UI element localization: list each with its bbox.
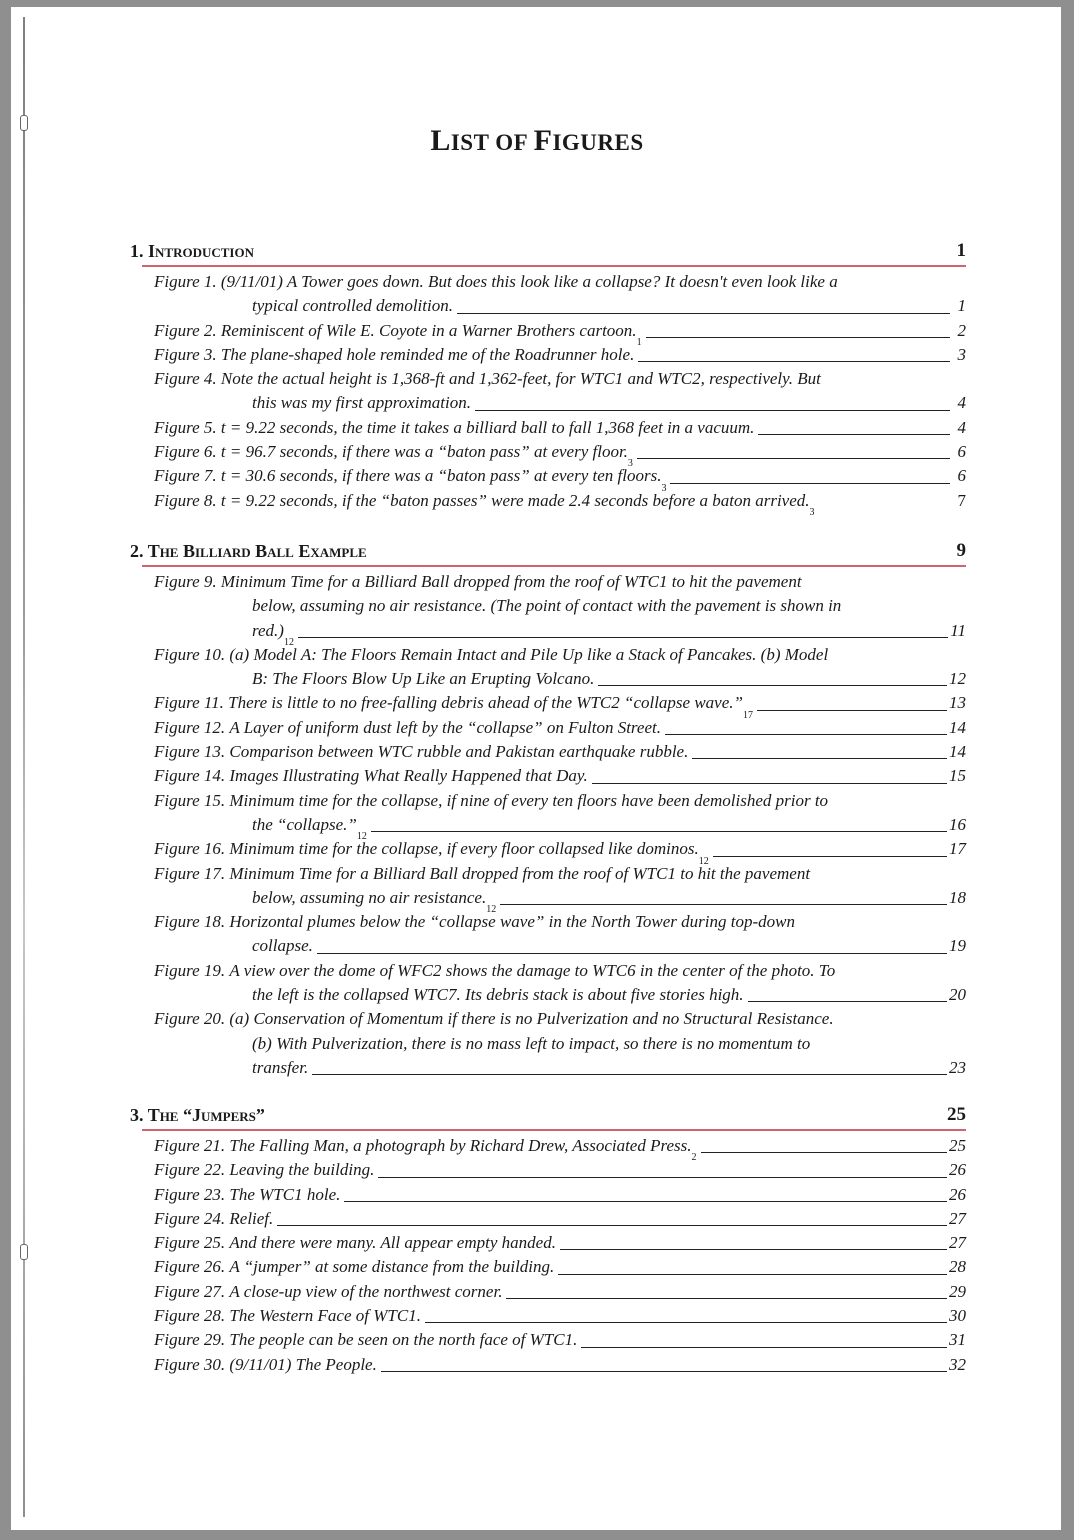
figure-entry[interactable] <box>130 959 966 1008</box>
leader-line <box>344 1201 947 1202</box>
figure-caption-text: A “jumper” at some distance from the building. <box>229 1257 555 1277</box>
title-initial-f: F <box>533 124 553 157</box>
figure-caption-text: (a) Conservation of Momentum if there is no Pulverization and no Structural Resistance. <box>229 1009 834 1029</box>
leader-line <box>475 410 950 411</box>
figure-page-number: 32 <box>949 1354 966 1374</box>
figure-page-number: 30 <box>949 1306 966 1326</box>
figure-label: Figure 30. <box>154 1354 226 1374</box>
leader-line <box>638 361 950 362</box>
entry-line <box>154 643 966 667</box>
figure-entry[interactable] <box>130 270 966 319</box>
figure-entry[interactable] <box>130 862 966 916</box>
figure-caption-text: The WTC1 hole. <box>229 1184 341 1204</box>
figure-label: Figure 1. <box>154 272 217 291</box>
section-jumpers <box>130 1102 966 1377</box>
leader-line <box>371 831 947 832</box>
figure-entry[interactable] <box>130 367 966 416</box>
title-part: IST OF <box>450 130 534 155</box>
entry-line: Figure 16. Minimum time for the collapse, if every floor collapsed like dominos. 12 17 <box>154 839 966 867</box>
figure-page-number: 19 <box>949 936 966 956</box>
figure-caption-text: red.) <box>252 620 284 640</box>
figure-entry[interactable] <box>130 1353 966 1377</box>
section-number: 2. <box>130 541 144 561</box>
figure-entry[interactable] <box>130 837 966 867</box>
leader-line <box>598 685 947 686</box>
figure-caption-text: Minimum Time for a Billiard Ball dropped from the roof of WTC1 to hit the pavement <box>229 863 811 883</box>
leader-line <box>500 904 947 905</box>
figure-page-number: 29 <box>949 1281 966 1301</box>
section-introduction <box>130 238 966 518</box>
entry-line <box>154 270 966 294</box>
figure-page-number: 28 <box>949 1257 966 1277</box>
section-title <box>130 241 254 262</box>
leader-line <box>701 1152 947 1153</box>
entry-line <box>154 367 966 391</box>
figure-entry[interactable] <box>130 740 966 764</box>
figure-entry[interactable] <box>130 343 966 367</box>
entry-line <box>154 789 966 813</box>
figure-entry[interactable] <box>130 464 966 494</box>
figure-caption-text: The plane-shaped hole reminded me of the Roadrunner hole. <box>220 344 635 364</box>
leader-line <box>558 1274 947 1275</box>
figure-caption-text: A view over the dome of WFC2 shows the damage to WTC6 in the center of the photo. To <box>229 960 836 980</box>
figure-page-number: 3 <box>957 344 966 364</box>
figure-caption-text: t = 9.22 seconds, if the “baton passes” were made 2.4 seconds before a baton arrived. <box>220 490 810 510</box>
figure-page-number: 14 <box>949 742 966 762</box>
entry-line <box>154 1158 966 1182</box>
figure-entry[interactable] <box>130 691 966 721</box>
entry-line <box>154 959 966 983</box>
figure-label: Figure 22. <box>154 1160 226 1180</box>
figure-caption-text: Horizontal plumes below the “collapse wave” in the North Tower during top-down <box>229 912 795 932</box>
figure-entry[interactable] <box>130 570 966 648</box>
entry-line <box>154 1304 966 1328</box>
binding-edge <box>23 17 25 1517</box>
entry-line <box>154 667 966 691</box>
figure-label: Figure 12. <box>154 717 226 737</box>
figure-entry[interactable] <box>130 1328 966 1352</box>
figure-label: Figure 11. <box>154 693 224 713</box>
title-initial-l: L <box>430 124 451 157</box>
leader-line <box>748 1001 947 1002</box>
figure-entry[interactable] <box>130 1158 966 1182</box>
section-title-text: Introduction <box>148 241 254 261</box>
leader-line <box>713 856 947 857</box>
figure-label: Figure 7. <box>154 466 217 486</box>
figure-entry[interactable] <box>130 764 966 788</box>
entry-line <box>154 764 966 788</box>
leader-line <box>560 1249 947 1250</box>
figure-caption-text: t = 9.22 seconds, the time it takes a billiard ball to fall 1,368 feet in a vacuum. <box>220 417 755 437</box>
figure-caption-text: B: The Floors Blow Up Like an Erupting Volcano. <box>252 669 595 689</box>
figure-caption-text: t = 96.7 seconds, if there was a “baton pass” at every floor. <box>220 442 628 462</box>
entry-line <box>154 934 966 958</box>
figure-label: Figure 17. <box>154 863 226 883</box>
section-billiard-ball-example <box>130 538 966 1080</box>
entry-line <box>154 740 966 764</box>
figure-page-number: 12 <box>949 669 966 689</box>
figure-caption-text: Comparison between WTC rubble and Pakistan earthquake rubble. <box>229 742 689 762</box>
figure-entry[interactable] <box>130 643 966 692</box>
figure-label: Figure 19. <box>154 960 226 980</box>
entry-line <box>154 1056 966 1080</box>
figure-page-number: 13 <box>949 693 966 713</box>
binding-mark <box>20 1244 28 1260</box>
figure-caption-text: Leaving the building. <box>229 1160 375 1180</box>
figure-caption-text: The Western Face of WTC1. <box>229 1306 421 1326</box>
figure-caption-text: the “collapse.” <box>252 814 357 834</box>
figure-label: Figure 13. <box>154 742 226 762</box>
leader-line <box>646 337 950 338</box>
section-title <box>130 541 367 562</box>
figure-label: Figure 27. <box>154 1281 226 1301</box>
figure-entry[interactable] <box>130 1183 966 1207</box>
entry-line <box>154 1183 966 1207</box>
figure-entry[interactable] <box>130 1280 966 1304</box>
figure-caption-text: Minimum time for the collapse, if every floor collapsed like dominos. <box>229 839 699 859</box>
leader-line <box>425 1322 947 1323</box>
figure-caption-text: Relief. <box>229 1208 274 1228</box>
section-page-number: 9 <box>956 540 966 561</box>
entry-line <box>154 391 966 415</box>
leader-line <box>378 1177 947 1178</box>
leader-line <box>457 313 950 314</box>
figure-page-number: 17 <box>949 839 966 859</box>
figure-entry[interactable] <box>130 319 966 348</box>
figure-page-number: 15 <box>949 766 966 786</box>
leader-line <box>758 434 950 435</box>
leader-line <box>506 1298 947 1299</box>
figure-caption-text: below, assuming no air resistance. <box>252 887 487 907</box>
figure-page-number: 11 <box>950 620 966 640</box>
leader-line <box>312 1074 947 1075</box>
figure-caption-text: Note the actual height is 1,368-ft and 1,362-feet, for WTC1 and WTC2, respectively. But <box>220 369 821 389</box>
figure-caption-text: Minimum time for the collapse, if nine of every ten floors have been demolished prior to <box>229 790 829 810</box>
figure-caption-text: Minimum Time for a Billiard Ball dropped from the roof of WTC1 to hit the pavement <box>220 572 802 591</box>
figure-page-number: 1 <box>957 296 966 316</box>
leader-line <box>757 710 947 711</box>
figure-label: Figure 21. <box>154 1136 226 1155</box>
section-title-text: The Billiard Ball Example <box>147 541 367 561</box>
figure-label: Figure 2. <box>154 320 217 340</box>
figure-label: Figure 29. <box>154 1330 226 1350</box>
figure-page-number: 6 <box>957 466 966 486</box>
figure-page-number: 4 <box>957 393 966 413</box>
entry-line <box>154 294 966 318</box>
figure-caption-text: the left is the collapsed WTC7. Its debris stack is about five stories high. <box>252 985 744 1005</box>
entry-line: Figure 8. t = 9.22 seconds, if the “baton passes” were made 2.4 seconds before a baton arrived. 3 7 <box>154 490 966 518</box>
figure-entry[interactable] <box>130 1134 966 1164</box>
section-divider <box>142 265 966 267</box>
figure-entry[interactable] <box>130 1207 966 1231</box>
figure-entry[interactable] <box>130 416 966 440</box>
section-heading <box>130 238 966 264</box>
leader-line <box>298 637 948 638</box>
section-title <box>130 1105 265 1126</box>
figure-caption-text: below, assuming no air resistance. (The point of contact with the pavement is shown in <box>252 596 842 616</box>
figure-page-number: 4 <box>957 417 966 437</box>
figure-label: Figure 25. <box>154 1233 226 1253</box>
figure-page-number: 14 <box>949 717 966 737</box>
figure-caption-text: There is little to no free-falling debris ahead of the WTC2 “collapse wave.” <box>228 693 743 713</box>
leader-line <box>381 1371 947 1372</box>
figure-entry[interactable] <box>130 789 966 843</box>
section-number: 3. <box>130 1105 144 1125</box>
figure-page-number: 26 <box>949 1184 966 1204</box>
leader-line <box>637 458 950 459</box>
figure-page-number: 18 <box>949 887 966 907</box>
section-heading <box>130 1102 966 1128</box>
figure-caption-text: Images Illustrating What Really Happened that Day. <box>229 766 588 786</box>
figure-caption-text: transfer. <box>252 1057 309 1077</box>
figure-label: Figure 5. <box>154 417 217 437</box>
entry-line <box>154 862 966 886</box>
entry-line <box>154 570 966 594</box>
figure-label: Figure 28. <box>154 1306 226 1326</box>
figure-page-number: 6 <box>957 442 966 462</box>
figure-entry[interactable] <box>130 1255 966 1279</box>
leader-line <box>670 483 950 484</box>
leader-line <box>581 1347 947 1348</box>
figure-page-number: 16 <box>949 814 966 834</box>
figure-label: Figure 24. <box>154 1208 226 1228</box>
figure-label: Figure 4. <box>154 369 217 389</box>
figure-entry[interactable] <box>130 1007 966 1080</box>
figure-caption-text: (b) With Pulverization, there is no mass left to impact, so there is no momentum to <box>252 1033 811 1053</box>
figure-caption-text: typical controlled demolition. <box>252 296 453 316</box>
entry-line <box>154 416 966 440</box>
title-part: IGURES <box>552 130 644 155</box>
figure-label: Figure 14. <box>154 766 226 786</box>
entry-line <box>154 1353 966 1377</box>
figure-page-number: 31 <box>949 1330 966 1350</box>
figure-label: Figure 20. <box>154 1009 226 1029</box>
section-page-number: 25 <box>947 1104 966 1125</box>
figure-label: Figure 10. <box>154 644 226 664</box>
entry-line <box>154 1032 966 1056</box>
figure-entry[interactable] <box>130 910 966 959</box>
figure-caption-text: this was my first approximation. <box>252 393 471 413</box>
figure-label: Figure 18. <box>154 912 226 932</box>
figure-label: Figure 23. <box>154 1184 226 1204</box>
entry-line <box>154 1231 966 1255</box>
figure-entry[interactable] <box>130 489 966 518</box>
page-title <box>0 124 1074 158</box>
entry-line <box>154 1007 966 1031</box>
entry-line: red.) 12 11 <box>252 620 966 648</box>
leader-line <box>277 1225 947 1226</box>
section-divider <box>142 1129 966 1131</box>
leader-line <box>317 953 947 954</box>
entry-line: Figure 11. There is little to no free-falling debris ahead of the WTC2 “collapse wave.” 17 13 <box>154 693 966 721</box>
entry-line: below, assuming no air resistance. 12 18 <box>252 887 966 916</box>
figure-caption-text: The people can be seen on the north face of WTC1. <box>229 1330 578 1350</box>
figure-label: Figure 9. <box>154 572 217 591</box>
figure-label: Figure 16. <box>154 839 226 859</box>
figure-caption-text: (9/11/01) A Tower goes down. But does this look like a collapse? It doesn't even look like a <box>220 272 838 291</box>
figure-page-number: 20 <box>949 985 966 1005</box>
section-number: 1. <box>130 241 144 261</box>
figure-entry[interactable] <box>130 716 966 740</box>
entry-line <box>154 1207 966 1231</box>
leader-line <box>692 758 947 759</box>
entry-line <box>154 1328 966 1352</box>
entry-line <box>154 343 966 367</box>
entry-line <box>154 594 966 618</box>
section-heading <box>130 538 966 564</box>
figure-label: Figure 8. <box>154 490 217 510</box>
entry-line <box>154 1280 966 1304</box>
figure-page-number: 23 <box>949 1057 966 1077</box>
figure-page-number: 7 <box>957 490 966 510</box>
section-title-text: The “Jumpers” <box>147 1105 265 1125</box>
figure-caption-text: The Falling Man, a photograph by Richard Drew, Associated Press. <box>229 1136 692 1155</box>
leader-line <box>592 783 947 784</box>
figure-label: Figure 6. <box>154 442 217 462</box>
entry-line: Figure 7. t = 30.6 seconds, if there was a “baton pass” at every ten floors. 3 6 <box>154 466 966 494</box>
entry-line <box>154 983 966 1007</box>
entry-line: the “collapse.” 12 16 <box>252 814 966 843</box>
section-divider <box>142 565 966 567</box>
figure-label: Figure 3. <box>154 344 217 364</box>
figure-entry[interactable] <box>130 1231 966 1255</box>
figure-caption-text: A close-up view of the northwest corner. <box>229 1281 503 1301</box>
figure-entry[interactable] <box>130 440 966 470</box>
entry-line: Figure 6. t = 96.7 seconds, if there was a “baton pass” at every floor. 3 6 <box>154 442 966 470</box>
figure-caption-text: (a) Model A: The Floors Remain Intact and Pile Up like a Stack of Pancakes. (b) Model <box>229 644 829 664</box>
figure-page-number: 2 <box>957 320 966 340</box>
figure-caption-text: (9/11/01) The People. <box>229 1354 377 1374</box>
entry-line <box>154 910 966 934</box>
entry-line <box>154 716 966 740</box>
leader-line <box>665 734 947 735</box>
figure-caption-text: Reminiscent of Wile E. Coyote in a Warner Brothers cartoon. <box>220 320 637 340</box>
figure-label: Figure 15. <box>154 790 226 810</box>
figure-page-number: 26 <box>949 1160 966 1180</box>
figure-page-number: 27 <box>949 1208 966 1228</box>
figure-entry[interactable] <box>130 1304 966 1328</box>
figure-page-number: 25 <box>949 1136 966 1155</box>
entry-line: Figure 2. Reminiscent of Wile E. Coyote in a Warner Brothers cartoon. 1 2 <box>154 320 966 348</box>
section-page-number: 1 <box>956 240 966 261</box>
figure-caption-text: A Layer of uniform dust left by the “collapse” on Fulton Street. <box>229 717 661 737</box>
figure-label: Figure 26. <box>154 1257 226 1277</box>
figure-caption-text: t = 30.6 seconds, if there was a “baton pass” at every ten floors. <box>220 466 662 486</box>
figure-caption-text: And there were many. All appear empty handed. <box>229 1233 556 1253</box>
entry-line <box>154 1255 966 1279</box>
figure-caption-text: collapse. <box>252 936 313 956</box>
entry-line: Figure 21. The Falling Man, a photograph by Richard Drew, Associated Press. 2 25 <box>154 1136 966 1164</box>
figure-page-number: 27 <box>949 1233 966 1253</box>
